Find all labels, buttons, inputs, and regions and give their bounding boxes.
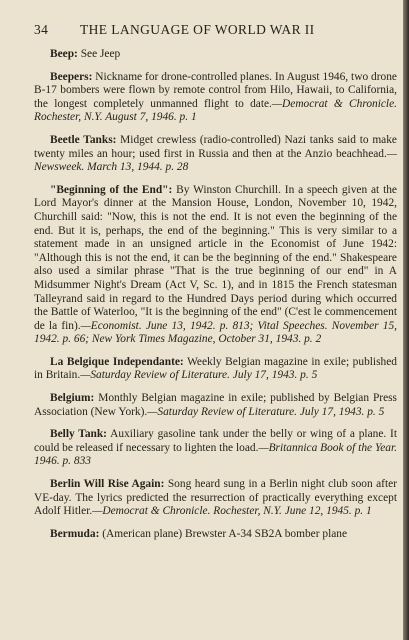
entry-source: —Britannica Book of the Year. 1946. p. 833 <box>34 441 398 468</box>
dictionary-entry <box>34 478 397 519</box>
entry-source: —Democrat & Chronicle. Rochester, N.Y. June 12, 1945. p. 1 <box>92 505 372 518</box>
entry-body: By Winston Churchill. In a speech given at the Lord Mayor's dinner at the Mansion House, London, November 10, 1942, Churchill said: "Now, this is not the end. It is not even the beginning of the end. But it is, perhaps, the end of the beginning." This is very similar to a statement made in an unsigned article in the Economist of June 1942: "Although this is not the end, it can be the beginning of the end." Shakespeare also used a similar phrase "That is the true beginning of our end" in A Midsummer Night's Dream (Act V, Sc. 1), and in 1815 the French statesman Talleyrand said in regard to the Hundred Days period during which occurred the Battle of Waterloo, "It is the beginning of the end" (C'est le commencement de la fin). <box>34 183 397 332</box>
entry-body: Weekly Belgian magazine in exile; published in Britain. <box>34 355 397 382</box>
entry-body: Auxiliary gasoline tank under the belly or wing of a plane. It could be released if necessary to lighten the load. <box>34 428 398 454</box>
entry-source: —Saturday Review of Literature. July 17, 1943. p. 5 <box>147 405 385 418</box>
dictionary-entry <box>34 428 397 469</box>
book-spine-edge <box>403 0 409 640</box>
entry-term: La Belgique Independante: <box>50 355 184 368</box>
entry-term: Berlin Will Rise Again: <box>50 478 165 491</box>
running-head: THE LANGUAGE OF WORLD WAR II <box>80 22 315 37</box>
entry-source: —Economist. June 13, 1942. p. 813; Vital Speeches. November 15, 1942. p. 66; New York Times Magazine, October 31, 1943. p. 2 <box>34 319 397 346</box>
entry-term: Beetle Tanks: <box>50 133 117 146</box>
dictionary-entry <box>34 134 397 175</box>
entry-body: Song heard sung in a Berlin night club soon after VE-day. The lyrics predicted the resurrection of practically everything except Adolf Hitler. <box>34 478 397 518</box>
entry-body: Monthly Belgian magazine in exile; published by Belgian Press Association (New York). <box>34 392 397 418</box>
dictionary-entry <box>34 392 397 419</box>
page-number: 34 <box>34 22 49 37</box>
entry-source: —Democrat & Chronicle. Rochester, N.Y. August 7, 1946. p. 1 <box>34 97 398 124</box>
entry-term: Beepers: <box>50 70 93 83</box>
entry-body: Midget crewless (radio-controlled) Nazi tanks said to make twenty miles an hour; used first in Russia and then at the Anzio beachhead. <box>34 133 397 160</box>
entry-term: Bermuda: <box>50 527 100 540</box>
entry-body: Nickname for drone-controlled planes. In August 1946, two drone B-17 bombers were flown by remote control from Hilo, Hawaii, to California, the longest completely unmanned flight to date. <box>34 70 397 110</box>
entry-term: Belgium: <box>50 392 95 405</box>
entry-body: (American plane) Brewster A-34 SB2A bomber plane <box>99 527 348 540</box>
entry-source: —Saturday Review of Literature. July 17, 1943. p. 5 <box>80 369 318 382</box>
entry-source: —Newsweek. March 13, 1944. p. 28 <box>34 147 397 174</box>
entry-term: "Beginning of the End": <box>50 183 173 196</box>
page-header <box>34 22 397 40</box>
dictionary-entry <box>34 184 397 347</box>
entry-term: Beep: <box>50 48 78 60</box>
dictionary-entry <box>34 356 397 383</box>
dictionary-entry <box>34 528 397 542</box>
dictionary-entry <box>34 71 397 125</box>
entry-term: Belly Tank: <box>50 428 107 441</box>
entry-body: See Jeep <box>77 48 121 60</box>
dictionary-entry <box>34 48 397 62</box>
